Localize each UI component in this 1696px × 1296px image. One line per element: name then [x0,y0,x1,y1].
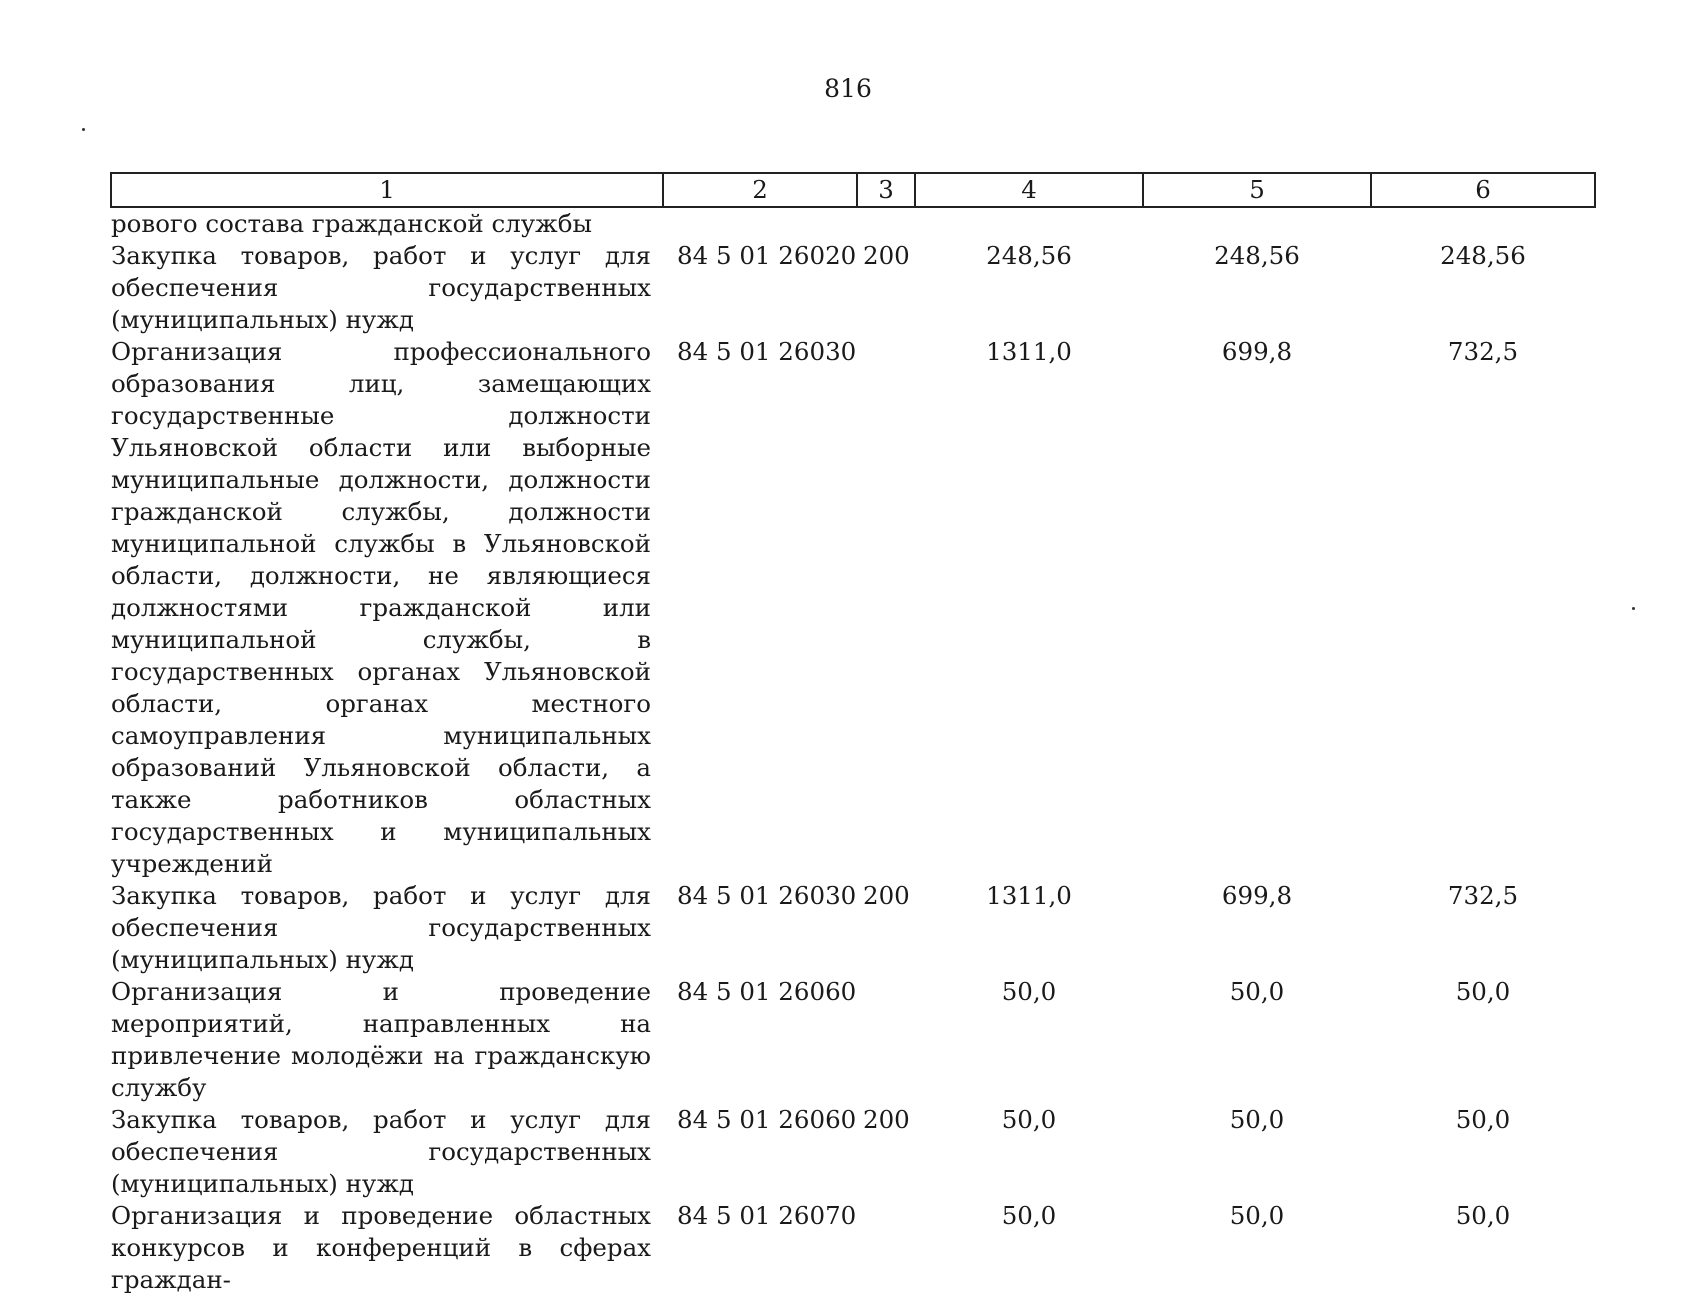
row-value-1: 248,56 [986,241,1072,270]
row-value-3: 732,5 [1447,337,1519,366]
row-expense-type [857,207,915,240]
row-value-2: 50,0 [1229,977,1285,1006]
row-value-3 [1371,207,1595,240]
row-value-1: 50,0 [1001,1201,1057,1230]
page-number: 816 [824,74,872,103]
row-name: Закупка товаров, работ и услуг для обеспечения государственных (муниципальных) нужд [111,881,651,974]
row-expense-type: 200 [863,241,910,270]
table-row [111,240,1595,336]
row-name: Закупка товаров, работ и услуг для обеспечения государственных (муниципальных) нужд [111,1105,651,1198]
row-value-1: 1311,0 [986,337,1072,366]
row-value-3: 50,0 [1455,1105,1511,1134]
table-row [111,207,1595,240]
row-expense-type [857,976,915,1104]
scan-speck [1632,607,1635,610]
header-cell: 4 [915,173,1143,207]
header-cell: 6 [1371,173,1595,207]
row-name: Закупка товаров, работ и услуг для обеспечения государственных (муниципальных) нужд [111,241,651,334]
table-row [111,976,1595,1104]
row-code: 84 5 01 26030 [677,337,857,366]
table-row [111,1200,1595,1296]
row-expense-type: 200 [863,881,910,910]
header-cell: 1 [111,173,663,207]
row-name: Организация и проведение мероприятий, направленных на привлечение молодёжи на гражданскую службу [111,977,651,1102]
row-value-3: 732,5 [1447,881,1519,910]
row-code: 84 5 01 26070 [677,1201,857,1230]
row-name: Организация профессионального образования лиц, замещающих государственные должности Ульяновской области или выборные муниципальные должности, должности гражданской службы, должности муниципальной службы в Ульяновской области, должности, не являющиеся должностями гражданской или муниципальной службы, в государственных органах Ульяновской области, органах местного самоуправления муниципальных образований Ульяновской области, а также работников областных государственных и муниципальных учреждений [111,337,651,878]
row-value-3: 50,0 [1455,1201,1511,1230]
header-row [111,173,1595,207]
header-cell: 2 [663,173,857,207]
header-cell: 5 [1143,173,1371,207]
budget-table [110,172,1596,1296]
table-row [111,880,1595,976]
scan-speck [82,128,85,131]
row-name: Организация и проведение областных конкурсов и конференций в сферах граждан- [111,1201,651,1294]
table-row [111,336,1595,880]
row-value-2: 50,0 [1229,1201,1285,1230]
row-value-3: 50,0 [1455,977,1511,1006]
row-value-2: 699,8 [1221,337,1293,366]
row-code: 84 5 01 26060 [677,977,857,1006]
row-value-1 [915,207,1143,240]
row-value-2: 50,0 [1229,1105,1285,1134]
header-cell: 3 [857,173,915,207]
row-value-2: 248,56 [1214,241,1300,270]
row-code: 84 5 01 26030 [677,881,857,910]
row-value-1: 50,0 [1001,977,1057,1006]
row-code [663,207,857,240]
table-row [111,1104,1595,1200]
row-value-2 [1143,207,1371,240]
row-code: 84 5 01 26020 [677,241,857,270]
row-value-3: 248,56 [1440,241,1526,270]
row-value-2: 699,8 [1221,881,1293,910]
row-expense-type: 200 [863,1105,910,1134]
row-value-1: 50,0 [1001,1105,1057,1134]
row-code: 84 5 01 26060 [677,1105,857,1134]
row-expense-type [857,336,915,880]
row-expense-type [857,1200,915,1296]
row-name: рового состава гражданской службы [111,209,592,238]
row-value-1: 1311,0 [986,881,1072,910]
